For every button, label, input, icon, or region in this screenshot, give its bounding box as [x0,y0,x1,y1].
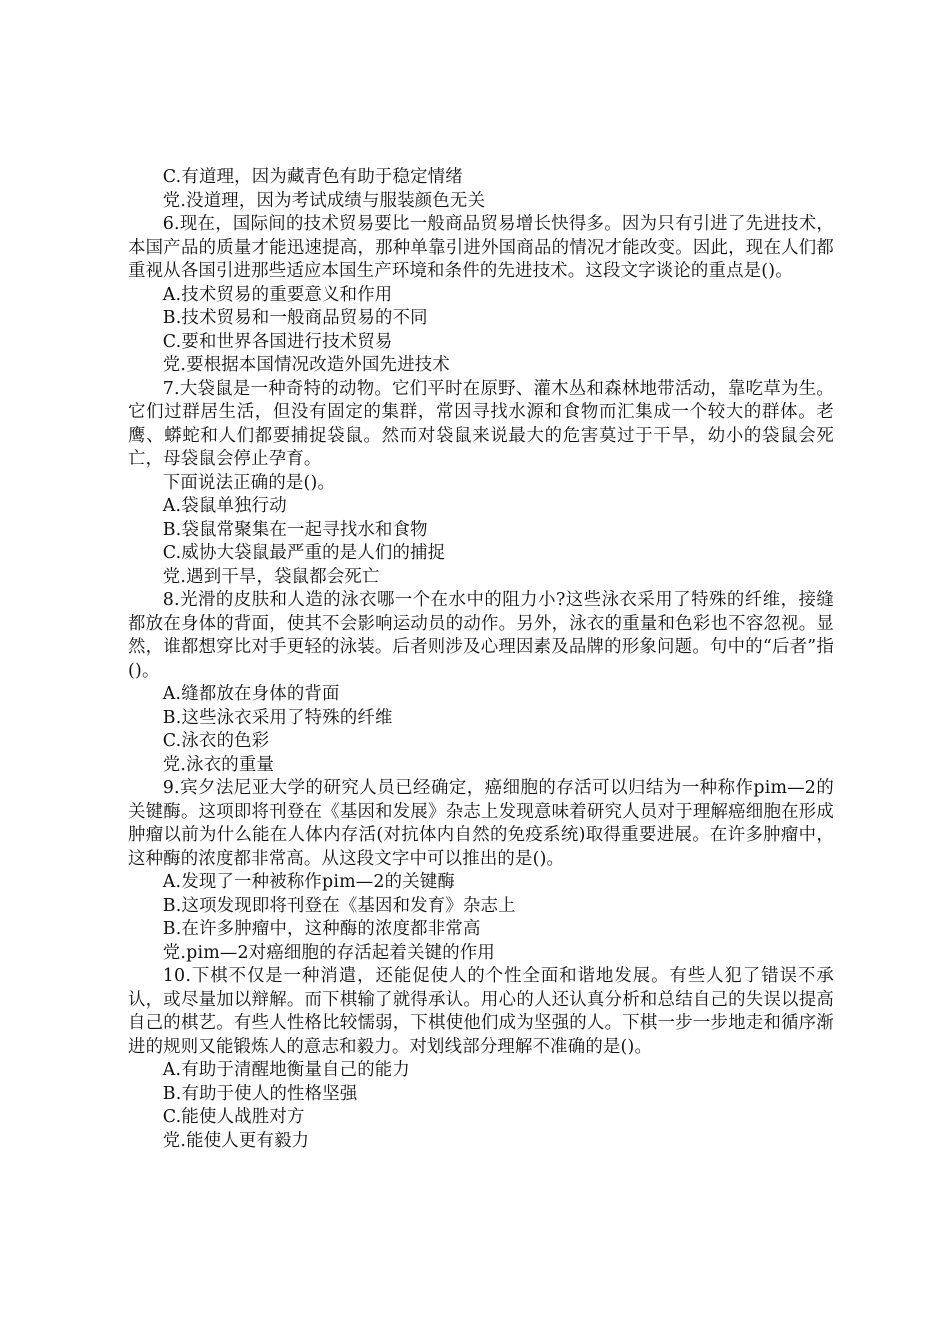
question-paragraph: 10.下棋不仅是一种消遣，还能促使人的个性全面和谐地发展。有些人犯了错误不承认，或尽量加以辩解。而下棋输了就得承认。用心的人还认真分析和总结自己的失误以提高自己的棋艺。有些人性格比较懦弱，下棋使他们成为坚强的人。下棋一步一步地走和循序渐进的规则又能锻炼人的意志和毅力。对划线部分理解不准确的是()。 [128,966,834,1057]
option-line: B.这项发现即将刊登在《基因和发育》杂志上 [162,895,516,916]
option-line: 党.能使人更有毅力 [162,1130,310,1151]
option-line: A.发现了一种被称作pim—2的关键酶 [162,872,456,892]
question-paragraph: 7.大袋鼠是一种奇特的动物。它们平时在原野、灌木丛和森林地带活动，靠吃草为生。它们过群居生活，但没有固定的集群，常因寻找水源和食物而汇集成一个较大的群体。老鹰、蟒蛇和人们都要捕捉袋鼠。然而对袋鼠来说最大的危害莫过于干旱，幼小的袋鼠会死亡，母袋鼠会停止孕育。 [128,378,834,469]
option-line: 党.泳衣的重量 [162,754,275,775]
option-line: 党.遇到干旱，袋鼠都会死亡 [162,566,380,587]
option-line: 党.pim—2对癌细胞的存活起着关键的作用 [162,942,496,963]
option-line: C.威协大袋鼠最严重的是人们的捕捉 [162,543,446,563]
option-line: A.缝都放在身体的背面 [162,684,340,704]
option-line: A.技术贸易的重要意义和作用 [162,284,393,305]
option-line: 党.没道理，因为考试成绩与服装颜色无关 [162,190,486,211]
option-line: B.这些泳衣采用了特殊的纤维 [162,707,393,728]
question-prompt-line: 下面说法正确的是()。 [162,472,336,493]
option-line: C.泳衣的色彩 [162,731,270,751]
option-line: B.有助于使人的性格坚强 [162,1083,358,1104]
question-paragraph: 6.现在，国际间的技术贸易要比一般商品贸易增长快得多。因为只有引进了先进技术，本国产品的质量才能迅速提高，那种单靠引进外国商品的情况才能改变。因此，现在人们都重视从各国引进那些适应本国生产环境和条件的先进技术。这段文字谈论的重点是()。 [128,214,834,281]
option-line: C.有道理，因为藏青色有助于稳定情绪 [162,167,463,187]
document-page [128,166,834,1153]
option-line: A.有助于清醒地衡量自己的能力 [162,1060,410,1080]
question-paragraph: 9.宾夕法尼亚大学的研究人员已经确定，癌细胞的存活可以归结为一种称作pim—2的关键酶。这项即将刊登在《基因和发展》杂志上发现意味着研究人员对于理解癌细胞在形成肿瘤以前为什么能在人体内存活(对抗体内自然的免疫系统)取得重要进展。在许多肿瘤中，这种酶的浓度都非常高。从这段文字中可以推出的是()。 [128,778,834,869]
option-line: C.要和世界各国进行技术贸易 [162,331,393,352]
option-line: A.袋鼠单独行动 [162,496,287,516]
question-paragraph: 8.光滑的皮肤和人造的泳衣哪一个在水中的阻力小?这些泳衣采用了特殊的纤维，接缝都放在身体的背面，使其不会影响运动员的动作。另外，泳衣的重量和色彩也不容忽视。显然，谁都想穿比对手更轻的泳装。后者则涉及心理因素及品牌的形象问题。句中的“后者”指()。 [128,590,834,681]
option-line: B.技术贸易和一般商品贸易的不同 [162,308,428,328]
option-line: 党.要根据本国情况改造外国先进技术 [162,355,450,375]
option-line: B.在许多肿瘤中，这种酶的浓度都非常高 [162,919,481,939]
option-line: C.能使人战胜对方 [162,1107,305,1127]
option-line: B.袋鼠常聚集在一起寻找水和食物 [162,519,428,540]
